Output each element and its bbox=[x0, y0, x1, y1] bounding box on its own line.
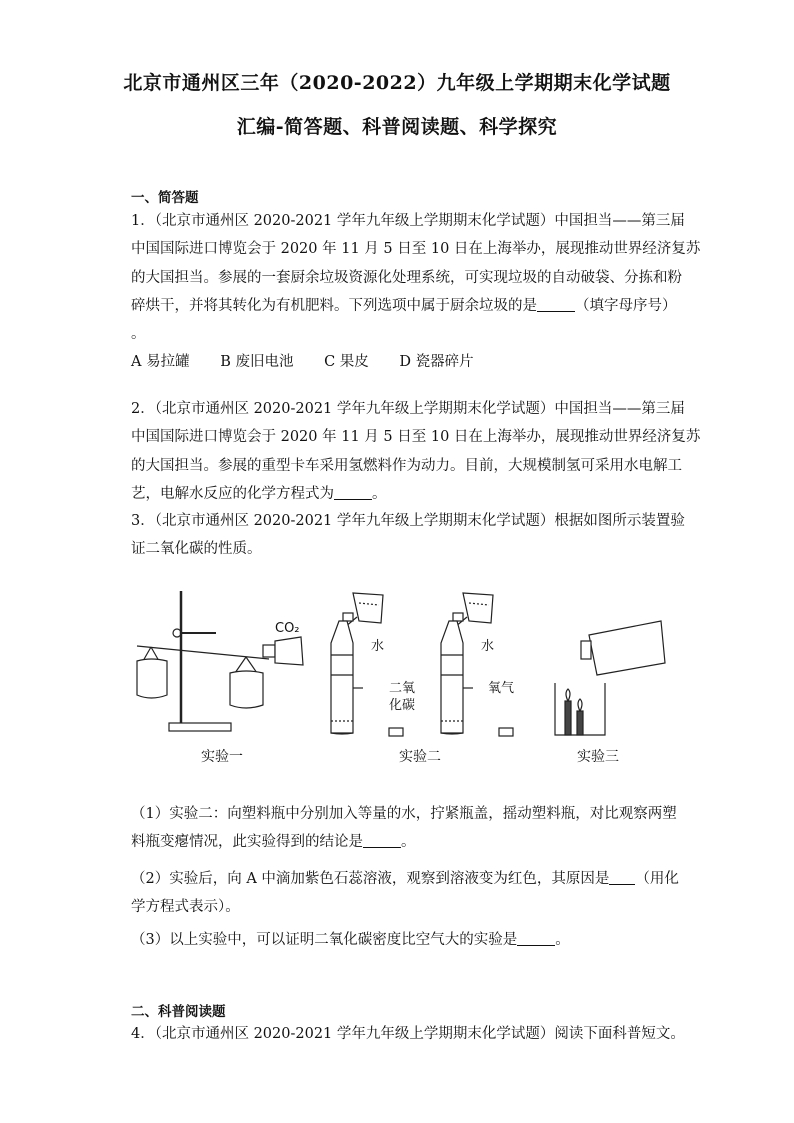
experiment2-bottle-o2 bbox=[441, 593, 513, 736]
answer-blank bbox=[363, 833, 401, 848]
water-label-2: 水 bbox=[481, 639, 495, 654]
experiment3-beaker bbox=[555, 621, 665, 735]
q3-sub3-text: （3）以上实验中，可以证明二氧化碳密度比空气大的实验是 bbox=[131, 932, 518, 948]
question-3-sub3 bbox=[131, 926, 666, 954]
co2-bottle-label: 二氧化碳 bbox=[388, 681, 415, 713]
experiment2-bottle-co2 bbox=[331, 593, 403, 736]
q3-sub2-line: 学方程式表示）。 bbox=[131, 899, 240, 916]
q2-line: 中国国际进口博览会于 2020 年 11 月 5 日至 10 日在上海举办，展现推动世界经济复苏 bbox=[131, 429, 701, 446]
q1-line: 中国国际进口博览会于 2020 年 11 月 5 日至 10 日在上海举办，展现推动世界经济复苏 bbox=[131, 241, 701, 258]
question-3-sub2 bbox=[131, 865, 679, 922]
q3-line: 3．（北京市通州区 2020-2021 学年九年级上学期期末化学试题）根据如图所示装置验 bbox=[131, 513, 685, 529]
q1-line-tail: （填字母序号） bbox=[575, 297, 677, 314]
q4-line: 4．（北京市通州区 2020-2021 学年九年级上学期期末化学试题）阅读下面科普短文。 bbox=[131, 1026, 685, 1042]
experiment-figure bbox=[131, 583, 666, 773]
question-3-sub1 bbox=[131, 800, 677, 857]
question-4 bbox=[131, 1020, 685, 1048]
question-3 bbox=[131, 507, 685, 564]
answer-blank bbox=[517, 931, 555, 946]
paper-title-line2: 汇编-简答题、科普阅读题、科学探究 bbox=[236, 116, 558, 138]
question-2 bbox=[131, 395, 701, 508]
option-c: C 果皮 bbox=[324, 354, 369, 371]
q3-sub1-tail: 。 bbox=[401, 834, 416, 851]
q3-sub1-line: （1）实验二：向塑料瓶中分别加入等量的水，拧紧瓶盖，摇动塑料瓶，对比观察两塑 bbox=[131, 806, 677, 822]
answer-blank bbox=[334, 485, 372, 500]
co2-label: CO₂ bbox=[275, 621, 300, 636]
water-label-1: 水 bbox=[371, 639, 385, 654]
experiment1-apparatus bbox=[137, 591, 303, 731]
q1-line: 1．（北京市通州区 2020-2021 学年九年级上学期期末化学试题）中国担当——第三届 bbox=[131, 213, 685, 229]
option-a: A 易拉罐 bbox=[131, 354, 190, 371]
q3-line: 证二氧化碳的性质。 bbox=[131, 541, 262, 558]
q3-sub2-line: （2）实验后，向 A 中滴加紫色石蕊溶液，观察到溶液变为红色，其原因是 bbox=[131, 871, 610, 887]
question-1 bbox=[131, 207, 701, 377]
answer-blank bbox=[537, 297, 575, 312]
section-heading-short-answer: 一、简答题 bbox=[131, 190, 199, 206]
answer-blank bbox=[609, 870, 635, 885]
q1-line: 的大国担当。参展的一套厨余垃圾资源化处理系统，可实现垃圾的自动破袋、分拣和粉 bbox=[131, 269, 682, 286]
q3-sub2-mid: （用化 bbox=[635, 871, 679, 887]
option-b: B 废旧电池 bbox=[220, 354, 294, 371]
option-d: D 瓷器碎片 bbox=[399, 354, 474, 371]
experiment3-caption: 实验三 bbox=[577, 749, 619, 765]
o2-bottle-label: 氧气 bbox=[488, 681, 515, 696]
q2-line: 的大国担当。参展的重型卡车采用氢燃料作为动力。目前，大规模制氢可采用水电解工 bbox=[131, 457, 682, 474]
q2-line: 2．（北京市通州区 2020-2021 学年九年级上学期期末化学试题）中国担当——第三届 bbox=[131, 401, 685, 417]
q1-line: 。 bbox=[131, 326, 146, 343]
section-heading-reading: 二、科普阅读题 bbox=[131, 1004, 226, 1020]
q1-options bbox=[131, 348, 666, 376]
q3-sub1-line: 料瓶变瘪情况，此实验得到的结论是 bbox=[131, 834, 363, 851]
q1-line: 碎烘干，并将其转化为有机肥料。下列选项中属于厨余垃圾的是 bbox=[131, 297, 537, 314]
q2-tail: 。 bbox=[372, 485, 387, 502]
q2-line: 艺，电解水反应的化学方程式为 bbox=[131, 485, 334, 502]
experiment1-caption: 实验一 bbox=[201, 749, 243, 765]
experiment-diagram bbox=[131, 583, 666, 773]
paper-title-line1: 北京市通州区三年（2020-2022）九年级上学期期末化学试题 bbox=[123, 72, 671, 94]
q3-sub3-tail: 。 bbox=[555, 932, 570, 948]
experiment2-caption: 实验二 bbox=[399, 749, 441, 765]
